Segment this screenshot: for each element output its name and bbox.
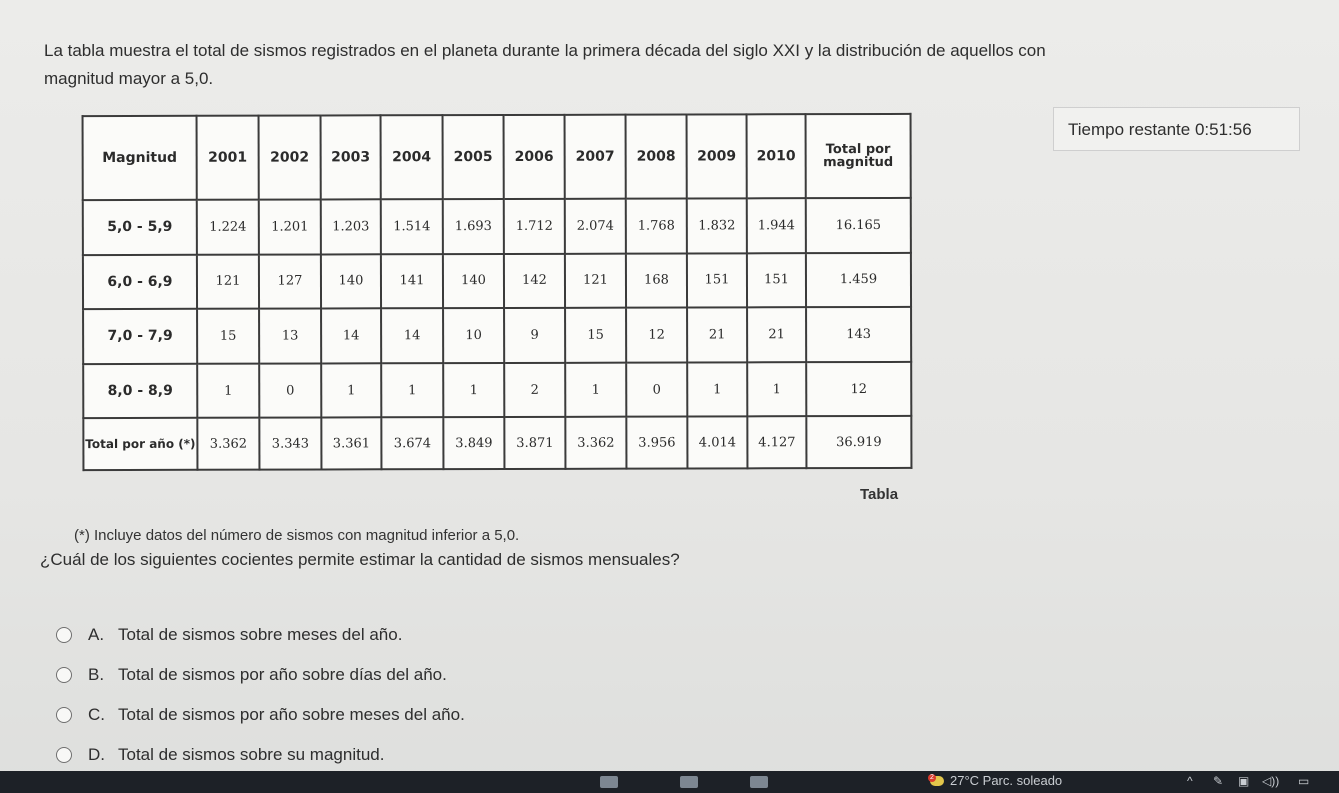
- table-cell: 3.849: [443, 417, 504, 469]
- option-d[interactable]: [56, 742, 696, 768]
- table-cell: 3.362: [565, 417, 626, 469]
- taskbar-app-icon[interactable]: [600, 776, 618, 788]
- table-cell: 4.014: [687, 417, 747, 469]
- option-letter: D.: [88, 745, 105, 764]
- radio-button-icon[interactable]: [56, 747, 72, 763]
- row-header: Total por año (*): [83, 418, 197, 470]
- camera-icon[interactable]: ▣: [1238, 774, 1250, 788]
- row-header: 8,0 - 8,9: [83, 364, 197, 419]
- table-row: [83, 307, 911, 364]
- table-cell: 142: [504, 253, 565, 308]
- notification-badge: 2: [928, 774, 936, 782]
- option-text: Total de sismos sobre su magnitud.: [118, 745, 385, 764]
- timer-label: Tiempo restante: [1068, 120, 1191, 139]
- table-cell: 3.674: [381, 418, 443, 470]
- option-text: Total de sismos sobre meses del año.: [118, 625, 403, 644]
- row-header: 5,0 - 5,9: [83, 200, 197, 255]
- table-cell: 1: [443, 363, 504, 418]
- table-row: [83, 253, 911, 310]
- option-letter: A.: [88, 625, 105, 644]
- table-cell: 1.459: [806, 253, 911, 308]
- table-cell: 14: [381, 308, 443, 363]
- question-line-2: magnitud mayor a 5,0.: [44, 69, 214, 88]
- table-row: [83, 416, 911, 470]
- table-cell: 1: [321, 363, 381, 418]
- table-cell: 1.201: [259, 199, 321, 254]
- question-prompt: ¿Cuál de los siguientes cocientes permite estimar la cantidad de sismos mensuales?: [40, 550, 680, 569]
- column-header: 2010: [747, 114, 806, 198]
- taskbar-app-icon[interactable]: [680, 776, 698, 788]
- table-cell: 1.224: [197, 200, 259, 255]
- table-cell: 0: [626, 362, 687, 417]
- table-cell: 3.343: [259, 418, 321, 470]
- table-cell: 1.712: [504, 199, 565, 254]
- table-cell: 21: [687, 308, 747, 363]
- weather-text: 27°C Parc. soleado: [950, 773, 1063, 788]
- table-row: [83, 198, 911, 255]
- row-header: 6,0 - 6,9: [83, 254, 197, 309]
- option-a[interactable]: [56, 622, 696, 648]
- column-header: 2002: [259, 115, 321, 199]
- table-cell: 3.956: [626, 417, 687, 469]
- table-row: [83, 362, 911, 419]
- option-letter: C.: [88, 705, 105, 724]
- table-cell: 9: [504, 308, 565, 363]
- column-header: 2006: [504, 115, 565, 199]
- table-cell: 1.514: [381, 199, 443, 254]
- column-header: 2008: [626, 115, 687, 199]
- table-cell: 12: [806, 362, 911, 417]
- battery-icon[interactable]: ▭: [1298, 774, 1310, 788]
- column-header: 2001: [197, 116, 259, 200]
- table-cell: 141: [381, 254, 443, 309]
- table-cell: 12: [626, 308, 687, 363]
- table-cell: 143: [806, 307, 911, 362]
- table-cell: 36.919: [806, 416, 911, 468]
- table-header-row: [83, 114, 911, 200]
- table-cell: 151: [747, 253, 806, 308]
- table-cell: 1.944: [747, 198, 806, 253]
- chevron-up-icon[interactable]: ^: [1187, 774, 1193, 788]
- question-line-1: La tabla muestra el total de sismos registrados en el planeta durante la primera década del siglo XXI y la distribución de aquellos con: [44, 41, 1046, 60]
- weather-widget[interactable]: [930, 773, 1062, 788]
- time-remaining: [1053, 107, 1300, 151]
- table-cell: 3.871: [504, 417, 565, 469]
- taskbar-app-icon[interactable]: [750, 776, 768, 788]
- option-letter: B.: [88, 665, 105, 684]
- table-cell: 10: [443, 308, 504, 363]
- radio-button-icon[interactable]: [56, 667, 72, 683]
- table-caption: Tabla: [860, 486, 899, 503]
- table-cell: 15: [565, 308, 626, 363]
- speaker-icon[interactable]: ◁)): [1262, 774, 1280, 788]
- radio-button-icon[interactable]: [56, 627, 72, 643]
- table-cell: 168: [626, 253, 687, 308]
- table-cell: 1: [565, 362, 626, 417]
- table-cell: 21: [747, 307, 806, 362]
- taskbar: [0, 771, 1339, 793]
- timer-value: 0:51:56: [1194, 120, 1252, 139]
- table-cell: 15: [197, 309, 259, 364]
- table-cell: 140: [321, 254, 381, 309]
- option-text: Total de sismos por año sobre días del año.: [118, 665, 447, 684]
- table-cell: 1: [197, 363, 259, 418]
- table-cell: 1: [687, 362, 747, 417]
- table-cell: 3.361: [321, 418, 381, 470]
- table-cell: 14: [321, 308, 381, 363]
- table-cell: 1.832: [687, 198, 747, 253]
- table-cell: 1.768: [626, 199, 687, 254]
- table-cell: 121: [565, 253, 626, 308]
- table-cell: 2.074: [565, 199, 626, 254]
- table-footnote: (*) Incluye datos del número de sismos con magnitud inferior a 5,0.: [74, 527, 520, 544]
- earthquake-table: [82, 113, 913, 471]
- option-b[interactable]: [56, 662, 696, 688]
- column-header: 2007: [565, 115, 626, 199]
- table-cell: 0: [259, 363, 321, 418]
- pen-icon[interactable]: ✎: [1213, 774, 1224, 788]
- column-header: 2005: [443, 115, 504, 199]
- weather-icon: [930, 773, 944, 786]
- column-header: 2003: [321, 115, 381, 199]
- column-header: 2004: [381, 115, 443, 199]
- table-cell: 16.165: [806, 198, 911, 253]
- column-header: Magnitud: [83, 116, 197, 200]
- table-cell: 4.127: [747, 417, 806, 469]
- earthquake-table-container: [82, 113, 911, 471]
- table-cell: 121: [197, 254, 259, 309]
- row-header: 7,0 - 7,9: [83, 309, 197, 364]
- table-cell: 1: [747, 362, 806, 417]
- table-cell: 1.203: [321, 199, 381, 254]
- column-header: Total por magnitud: [806, 114, 911, 198]
- column-header: 2009: [687, 114, 747, 198]
- table-cell: 127: [259, 254, 321, 309]
- option-c[interactable]: [56, 702, 696, 728]
- question-statement: [44, 40, 1284, 90]
- table-cell: 2: [504, 363, 565, 418]
- table-cell: 3.362: [197, 418, 259, 470]
- table-cell: 151: [687, 253, 747, 308]
- option-text: Total de sismos por año sobre meses del año.: [118, 705, 465, 724]
- table-cell: 13: [259, 309, 321, 364]
- table-cell: 140: [443, 254, 504, 309]
- table-cell: 1.693: [443, 199, 504, 254]
- table-cell: 1: [381, 363, 443, 418]
- radio-button-icon[interactable]: [56, 707, 72, 723]
